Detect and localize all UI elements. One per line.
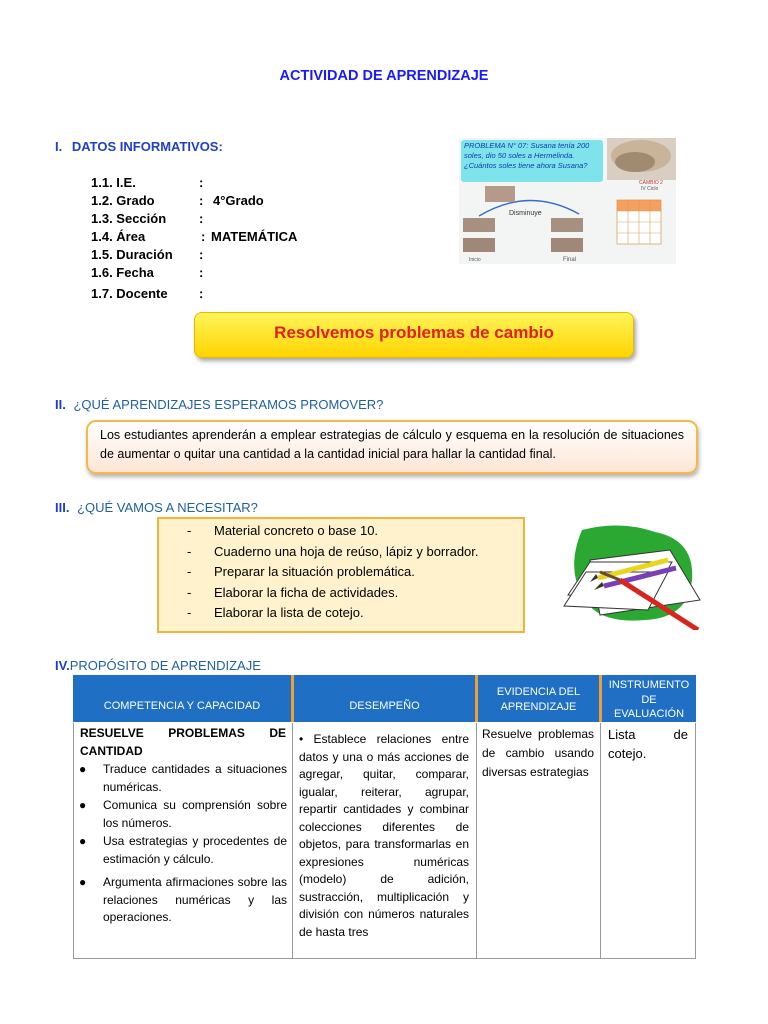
materials-item-text: Elaborar la lista de cotejo. bbox=[214, 605, 364, 620]
colon: : bbox=[199, 211, 204, 226]
header-divider bbox=[291, 675, 294, 722]
header-label: INSTRUMENTO DE EVALUACIÓN bbox=[608, 679, 690, 720]
section-number: IV. bbox=[55, 658, 70, 673]
datos-value: MATEMÁTICA bbox=[211, 229, 298, 244]
paper-pencils-icon bbox=[560, 520, 710, 630]
datos-label: 1.1. I.E. bbox=[91, 175, 136, 190]
table-header-cell bbox=[478, 675, 599, 722]
instrumento-text: Lista de cotejo. bbox=[608, 727, 688, 761]
section-label: DATOS INFORMATIVOS: bbox=[71, 139, 223, 154]
section-label: ¿QUÉ APRENDIZAJES ESPERAMOS PROMOVER? bbox=[73, 397, 384, 412]
section-number: II. bbox=[55, 397, 66, 412]
capacidad-item bbox=[77, 761, 287, 796]
colon: : bbox=[199, 193, 204, 208]
datos-label: 1.3. Sección bbox=[91, 211, 167, 226]
materials-item-text: Material concreto o base 10. bbox=[214, 523, 379, 538]
aprendizajes-box: Los estudiantes aprenderán a emplear estrategias de cálculo y esquema en la resolución de situaciones de aumentar o quitar una cantidad a la cantidad inicial para hallar la cantidad final. bbox=[86, 420, 698, 474]
datos-label: 1.6. Fecha bbox=[91, 265, 154, 280]
problem-image bbox=[459, 138, 676, 264]
banner-title: Resolvemos problemas de cambio bbox=[274, 323, 554, 342]
datos-label: 1.2. Grado bbox=[91, 193, 155, 208]
section-label: PROPÓSITO DE APRENDIZAJE bbox=[69, 658, 261, 673]
disminuye-label: Disminuye bbox=[509, 210, 542, 217]
materials-item-text: Elaborar la ficha de actividades. bbox=[214, 585, 399, 600]
colon: : bbox=[199, 286, 204, 301]
capacidad-text: Argumenta afirmaciones sobre las relaciones numéricas y las operaciones. bbox=[103, 875, 287, 924]
table-border bbox=[695, 723, 696, 959]
final-label: Final bbox=[563, 257, 577, 263]
colon: : bbox=[199, 265, 204, 280]
activity-banner bbox=[194, 312, 634, 358]
section-label: ¿QUÉ VAMOS A NECESITAR? bbox=[77, 500, 258, 515]
header-divider bbox=[599, 675, 602, 722]
capacidad-text: Comunica su comprensión sobre los números. bbox=[103, 798, 287, 830]
bullet-icon: ● bbox=[79, 834, 87, 848]
capacidad-item bbox=[77, 797, 287, 832]
capacidad-text: Usa estrategias y procedentes de estimación y cálculo. bbox=[103, 834, 287, 866]
capacidad-text: Traduce cantidades a situaciones numéricas. bbox=[103, 762, 287, 794]
header-label: COMPETENCIA Y CAPACIDAD bbox=[103, 700, 261, 712]
bullet-icon: ● bbox=[79, 762, 87, 776]
datos-value: 4°Grado bbox=[213, 193, 264, 208]
section-datos-heading bbox=[55, 139, 223, 154]
desempeno-text: • Establece relaciones entre datos y una o más acciones de agregar, quitar, comparar, igualar, reiterar, agrupar, repartir cantidades y combinar colecciones diferentes de objetos, para transformarlas en expresiones numéricas (modelo) de adición, sustracción, multiplicación y división con números naturales de hasta tres bbox=[299, 732, 469, 939]
competencia-title bbox=[80, 725, 286, 760]
table-border bbox=[600, 723, 601, 959]
ciclo-label: IV Ciclo bbox=[641, 186, 659, 192]
colon: : bbox=[201, 229, 206, 244]
materials-box: - Material concreto o base 10. - Cuaderno una hoja de reúso, lápiz y borrador. - Preparar la situación problemática. - Elaborar la ficha de actividades. - Elaborar la lista de cotejo. bbox=[157, 517, 525, 633]
cambio-label: CAMBIO 2 bbox=[639, 180, 663, 186]
table-border bbox=[476, 723, 477, 959]
bullet-icon: ● bbox=[79, 875, 87, 889]
table-header-cell bbox=[602, 675, 696, 722]
section-aprendizajes-heading bbox=[55, 397, 383, 412]
table-header-cell bbox=[294, 675, 475, 722]
bullet-icon: ● bbox=[79, 798, 87, 812]
header-label: DESEMPEÑO bbox=[349, 700, 420, 712]
problem-text: PROBLEMA N° 07: Susana tenía 200 soles, dio 50 soles a Hermelinda. ¿Cuántos soles tiene ahora Susana? bbox=[464, 141, 590, 170]
capacidad-item bbox=[77, 833, 287, 868]
materials-item-text: Cuaderno una hoja de reúso, lápiz y borrador. bbox=[214, 544, 479, 559]
header-label: EVIDENCIA DEL APRENDIZAJE bbox=[496, 686, 581, 713]
colon: : bbox=[199, 247, 204, 262]
colon: : bbox=[199, 175, 204, 190]
datos-label: 1.7. Docente bbox=[91, 286, 168, 301]
table-border bbox=[73, 958, 696, 959]
materials-item-text: Preparar la situación problemática. bbox=[214, 564, 415, 579]
evidencia-text: Resuelve problemas de cambio usando diversas estrategias bbox=[482, 727, 594, 779]
header-divider bbox=[475, 675, 478, 722]
page-title: ACTIVIDAD DE APRENDIZAJE bbox=[279, 68, 489, 84]
section-number: I. bbox=[55, 139, 63, 154]
capacidades-list bbox=[77, 761, 287, 927]
table-border bbox=[73, 723, 74, 959]
datos-label: 1.4. Área bbox=[91, 229, 146, 244]
competencia-title-line: CANTIDAD bbox=[80, 743, 143, 758]
section-proposito-heading bbox=[55, 658, 261, 673]
proposito-table bbox=[73, 675, 696, 959]
section-necesitar-heading bbox=[55, 500, 258, 515]
datos-label: 1.5. Duración bbox=[91, 247, 173, 262]
competencia-title-line: RESUELVE PROBLEMAS DE bbox=[80, 726, 286, 740]
table-header-cell bbox=[73, 675, 291, 722]
capacidad-item bbox=[77, 874, 287, 927]
paper-pencils-clipart bbox=[560, 520, 710, 630]
inicio-label: Inicio bbox=[469, 257, 481, 263]
section-number: III. bbox=[55, 500, 70, 515]
table-border bbox=[292, 723, 293, 959]
